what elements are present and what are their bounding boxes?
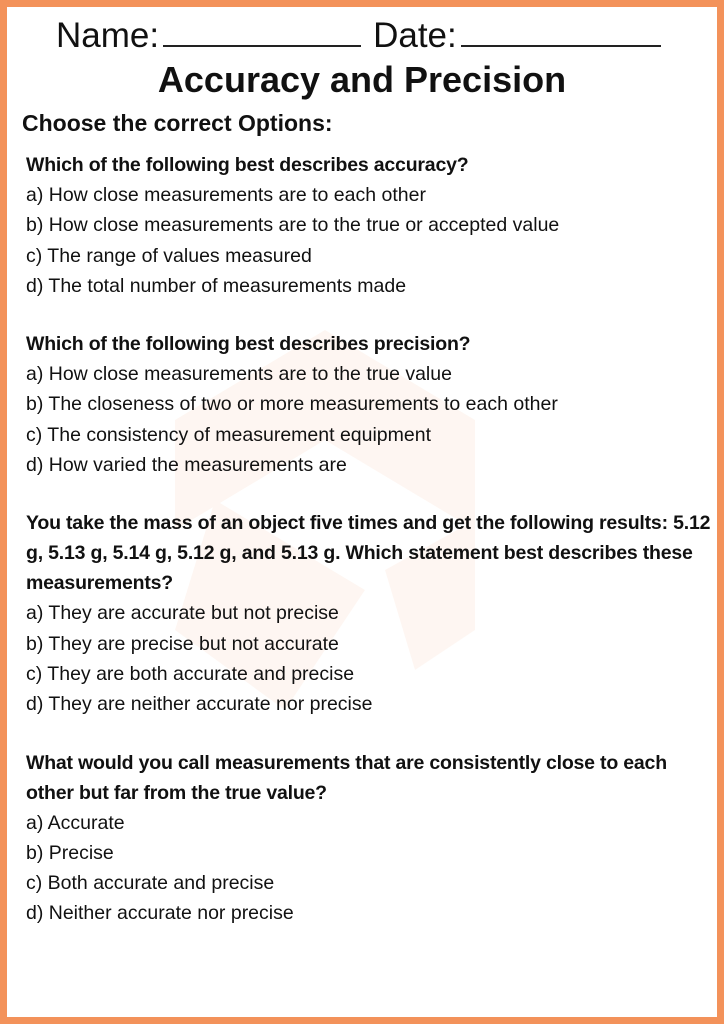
option-b[interactable]: b) How close measurements are to the true or accepted value	[26, 214, 560, 237]
question-4	[26, 748, 716, 929]
option-a[interactable]: a) They are accurate but not precise	[26, 602, 339, 625]
question-2	[26, 329, 716, 480]
date-field-line[interactable]	[461, 44, 661, 47]
page-title: Accuracy and Precision	[157, 59, 567, 100]
date-label: Date:	[373, 16, 457, 55]
question-text: What would you call measurements that are consistently close to each other but far from the true value?	[26, 751, 667, 804]
option-b[interactable]: b) The closeness of two or more measurements to each other	[26, 393, 558, 416]
option-a[interactable]: a) How close measurements are to the true value	[26, 363, 452, 386]
option-d[interactable]: d) They are neither accurate nor precise	[26, 693, 373, 716]
option-a[interactable]: a) Accurate	[26, 811, 125, 834]
question-text: You take the mass of an object five times and get the following results: 5.12 g, 5.13 g, 5.14 g, 5.12 g, and 5.13 g. Which statement best describes these measurements?	[26, 512, 711, 595]
question-1	[26, 150, 716, 301]
option-a[interactable]: a) How close measurements are to each other	[26, 184, 426, 206]
option-b[interactable]: b) They are precise but not accurate	[26, 632, 339, 655]
option-d[interactable]: d) The total number of measurements made	[26, 274, 407, 297]
header-fields	[56, 18, 673, 53]
question-list	[26, 150, 716, 957]
option-d[interactable]: d) How varied the measurements are	[26, 454, 347, 477]
question-3	[26, 508, 716, 719]
instructions: Choose the correct Options:	[22, 110, 333, 136]
option-d[interactable]: d) Neither accurate nor precise	[26, 902, 294, 925]
option-b[interactable]: b) Precise	[26, 841, 114, 864]
option-c[interactable]: c) The range of values measured	[26, 244, 312, 267]
option-c[interactable]: c) Both accurate and precise	[26, 872, 275, 895]
question-text: Which of the following best describes accuracy?	[26, 154, 469, 176]
name-field-line[interactable]	[163, 44, 361, 47]
option-c[interactable]: c) They are both accurate and precise	[26, 662, 355, 685]
option-c[interactable]: c) The consistency of measurement equipment	[26, 423, 432, 446]
name-label: Name:	[56, 16, 160, 55]
question-text: Which of the following best describes precision?	[26, 333, 471, 356]
